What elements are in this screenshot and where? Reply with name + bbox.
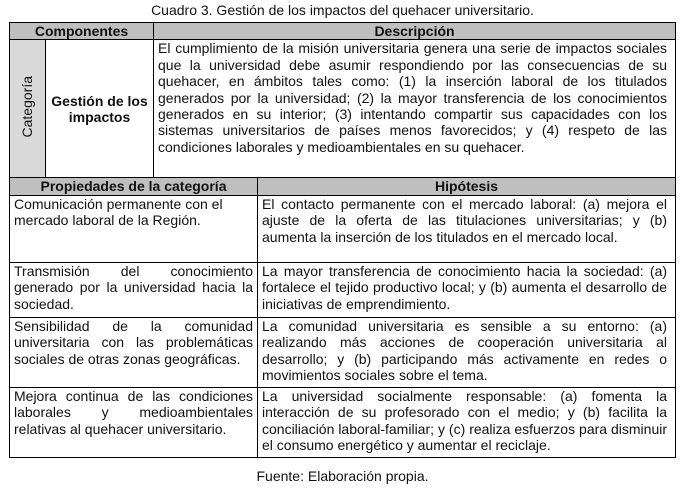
property-cell: Comunicación permanente con el mercado laboral de la Región. — [10, 195, 258, 262]
table-row — [10, 387, 676, 457]
table-row — [10, 195, 676, 262]
hypothesis-cell: El contacto permanente con el mercado laboral: (a) mejora el ajuste de la oferta de las titulaciones universitarias; y (b) aumenta la inserción de los titulados en el mercado local. — [258, 195, 676, 262]
category-name: Gestión de los impactos — [46, 40, 154, 178]
header-hipotesis: Hipótesis — [258, 178, 676, 195]
table-row — [10, 317, 676, 387]
category-description: El cumplimiento de la misión universitaria genera una serie de impactos sociales que la universidad debe asumir respondiendo por las consecuencias de su quehacer, en ámbitos tales como: (1) la inserción laboral de los titulados generados por la universidad; (2) la mayor transferencia de los conocimientos generados en su interior; (3) intentando compartir sus capacidades con los sistemas universitarios de países menos favorecidos; y (4) respeto de las condiciones laborales y medioambientales en su quehacer. — [154, 40, 676, 178]
hypothesis-cell: La comunidad universitaria es sensible a su entorno: (a) realizando más acciones de cooperación universitaria al desarrollo; y (b) participando más activamente en redes o movimientos sociales sobre el tema. — [258, 317, 676, 387]
property-cell: Sensibilidad de la comunidad universitaria con las problemáticas sociales de otras zonas geográficas. — [10, 317, 258, 387]
table-caption: Cuadro 3. Gestión de los impactos del quehacer universitario. — [151, 2, 534, 18]
property-cell: Transmisión del conocimiento generado por la universidad hacia la sociedad. — [10, 262, 258, 317]
category-label-cell — [10, 40, 46, 178]
table-source: Fuente: Elaboración propia. — [256, 468, 429, 484]
category-label: Categoría — [19, 76, 36, 138]
property-cell: Mejora continua de las condiciones laborales y medioambientales relativas al quehacer universitario. — [10, 387, 258, 457]
hypothesis-cell: La universidad socialmente responsable: (a) fomenta la interacción de su profesorado con el medio; y (b) facilita la conciliación laboral-familiar; y (c) realiza esfuerzos para disminuir el consumo energético y aumentar el reciclaje. — [258, 387, 676, 457]
header-descripcion: Descripción — [154, 23, 676, 40]
impacts-table — [9, 22, 676, 458]
header-propiedades: Propiedades de la categoría — [10, 178, 258, 195]
table-row — [10, 262, 676, 317]
hypothesis-cell: La mayor transferencia de conocimiento hacia la sociedad: (a) fortalece el tejido productivo local; y (b) aumenta el desarrollo de iniciativas de emprendimiento. — [258, 262, 676, 317]
header-componentes: Componentes — [10, 23, 154, 40]
